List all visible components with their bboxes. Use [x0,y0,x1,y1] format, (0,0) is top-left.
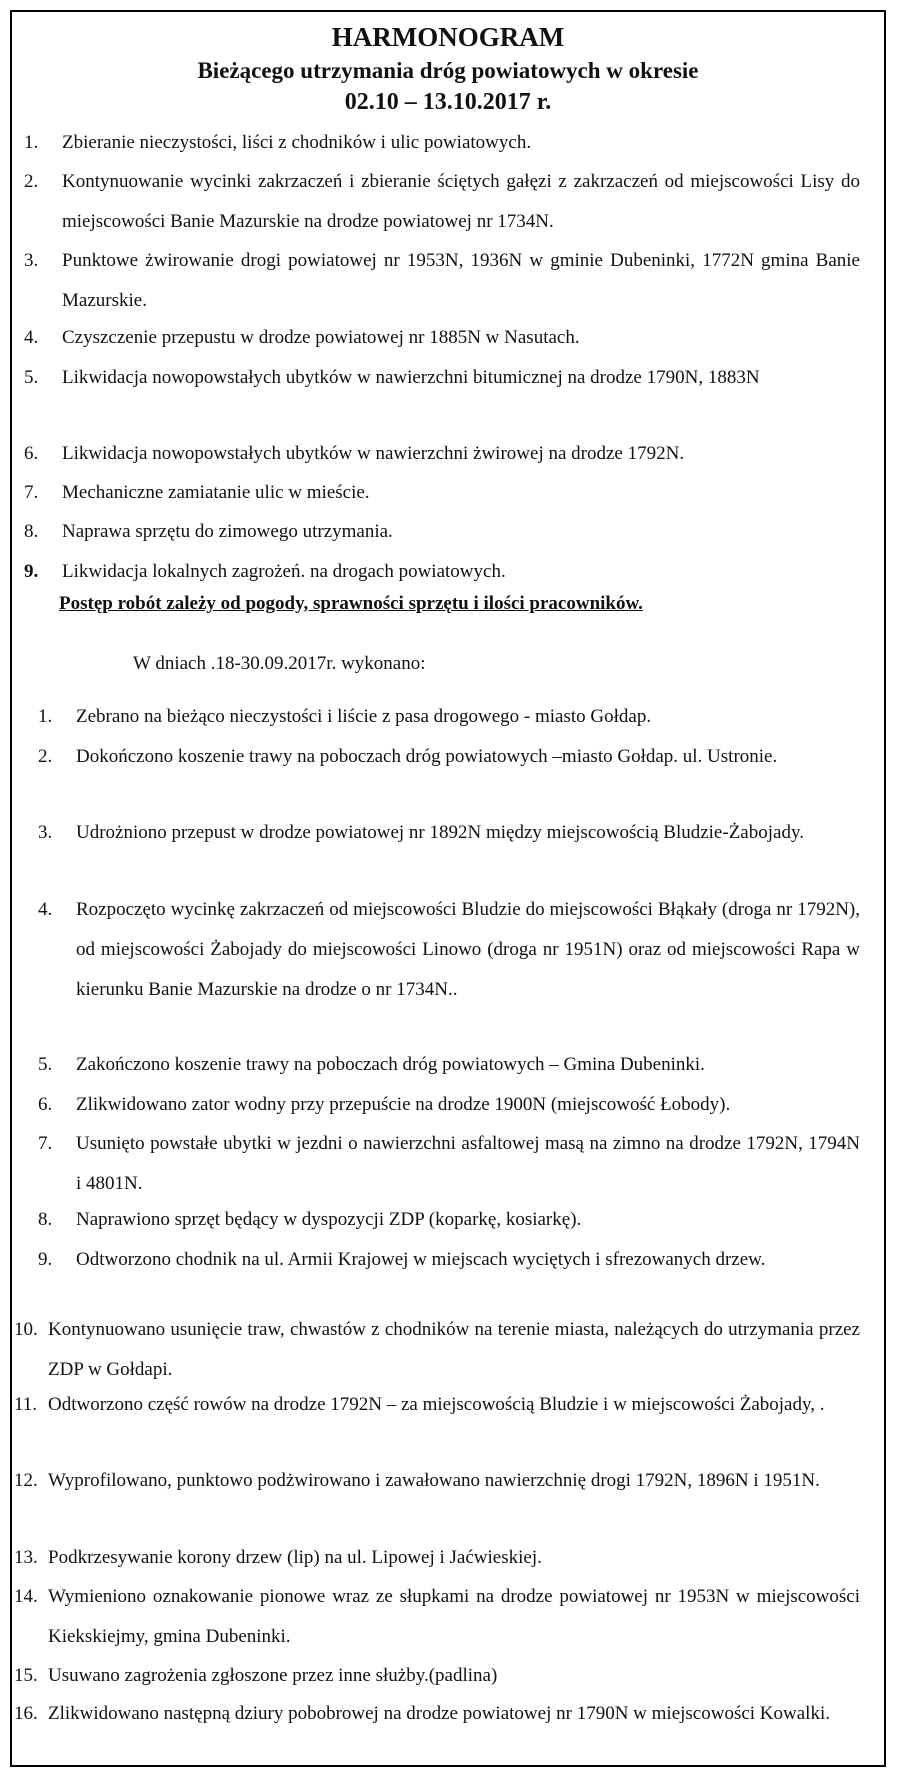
item-number: 5. [38,1054,53,1075]
done-intro: W dniach .18-30.09.2017r. wykonano: [133,653,426,674]
item-number: 16. [14,1703,38,1724]
item-number: 7. [38,1133,53,1154]
item-number: 13. [14,1547,38,1568]
list-item [24,123,860,163]
item-number: 15. [14,1665,38,1686]
list-item [38,1200,860,1240]
list-item [24,318,860,358]
list-item [38,813,860,853]
list-item [14,1310,860,1390]
list-item [14,1385,860,1425]
list-item [14,1694,860,1734]
list-item [24,434,860,474]
list-item [24,241,860,321]
list-item [14,1461,860,1501]
item-number: 8. [38,1209,53,1230]
item-text: Podkrzesywanie korony drzew (lip) na ul. Lipowej i Jaćwieskiej. [48,1547,542,1568]
item-text: Kontynuowano usunięcie traw, chwastów z chodników na terenie miasta, należących do utrzymania przez ZDP w Gołdapi. [48,1319,860,1380]
item-text: Mechaniczne zamiatanie ulic w mieście. [62,482,370,503]
document-period: 02.10 – 13.10.2017 r. [344,89,552,115]
item-number: 2. [38,746,53,767]
item-number: 3. [24,250,39,271]
item-number: 5. [24,367,39,388]
item-number: 6. [38,1094,53,1115]
item-number: 11. [14,1394,38,1415]
item-number: 2. [24,171,39,192]
item-text: Wyprofilowano, punktowo podżwirowano i zawałowano nawierzchnię drogi 1792N, 1896N i 1951N. [48,1470,820,1491]
item-text: Naprawiono sprzęt będący w dyspozycji ZDP (koparkę, kosiarkę). [76,1209,582,1230]
list-item [24,552,860,592]
document-title: HARMONOGRAM [331,22,565,52]
item-number: 12. [14,1470,38,1491]
item-text: Czyszczenie przepustu w drodze powiatowej nr 1885N w Nasutach. [62,327,580,348]
list-item [38,1240,860,1280]
item-number: 7. [24,482,39,503]
item-text: Naprawa sprzętu do zimowego utrzymania. [62,521,393,542]
item-number: 9. [24,561,39,582]
document-page [10,10,886,1767]
item-number: 9. [38,1249,53,1270]
list-item [38,697,860,737]
list-item [38,890,860,1010]
item-number: 8. [24,521,39,542]
list-item [38,1085,860,1125]
item-text: Odtworzono chodnik na ul. Armii Krajowej w miejscach wyciętych i sfrezowanych drzew. [76,1249,766,1270]
item-number: 10. [14,1319,38,1340]
list-item [38,1045,860,1085]
item-text: Likwidacja nowopowstałych ubytków w nawierzchni żwirowej na drodze 1792N. [62,443,685,464]
item-text: Likwidacja nowopowstałych ubytków w nawierzchni bitumicznej na drodze 1790N, 1883N [62,367,760,388]
item-number: 1. [24,132,39,153]
item-text: Wymieniono oznakowanie pionowe wraz ze słupkami na drodze powiatowej nr 1953N w miejscowości Kiekskiejmy, gmina Dubeninki. [48,1586,860,1647]
item-number: 3. [38,822,53,843]
item-text: Udrożniono przepust w drodze powiatowej nr 1892N między miejscowością Bludzie-Żabojady. [76,822,804,843]
item-number: 4. [38,899,53,920]
list-item [24,162,860,242]
item-text: Usunięto powstałe ubytki w jezdni o nawierzchni asfaltowej masą na zimno na drodze 1792N, 1794N i 4801N. [76,1133,860,1194]
progress-note: Postęp robót zależy od pogody, sprawności sprzętu i ilości pracowników. [59,593,643,614]
item-text: Zbieranie nieczystości, liści z chodników i ulic powiatowych. [62,132,532,153]
list-item [24,358,860,398]
item-number: 1. [38,706,53,727]
item-text: Zlikwidowano zator wodny przy przepuście na drodze 1900N (miejscowość Łobody). [76,1094,731,1115]
list-item [14,1538,860,1578]
item-number: 14. [14,1586,38,1607]
item-text: Punktowe żwirowanie drogi powiatowej nr 1953N, 1936N w gminie Dubeninki, 1772N gmina Banie Mazurskie. [62,250,860,311]
list-item [14,1577,860,1657]
item-text: Kontynuowanie wycinki zakrzaczeń i zbieranie ściętych gałęzi z zakrzaczeń od miejscowości Lisy do miejscowości Banie Mazurskie na drodze powiatowej nr 1734N. [62,171,860,232]
item-text: Usuwano zagrożenia zgłoszone przez inne służby.(padlina) [48,1665,498,1686]
item-number: 6. [24,443,39,464]
list-item [24,512,860,552]
item-number: 4. [24,327,39,348]
document-subtitle: Bieżącego utrzymania dróg powiatowych w okresie [197,58,699,83]
item-text: Zlikwidowano następną dziury pobobrowej na drodze powiatowej nr 1790N w miejscowości Kowalki. [48,1703,830,1724]
list-item [14,1656,860,1696]
item-text: Likwidacja lokalnych zagrożeń. na drogach powiatowych. [62,561,506,582]
item-text: Zebrano na bieżąco nieczystości i liście z pasa drogowego - miasto Gołdap. [76,706,652,727]
list-item [38,737,860,777]
list-item [24,473,860,513]
list-item [38,1124,860,1204]
item-text: Odtworzono część rowów na drodze 1792N – za miejscowością Bludzie i w miejscowości Żabojady, . [48,1394,825,1415]
item-text: Zakończono koszenie trawy na poboczach dróg powiatowych – Gmina Dubeninki. [76,1054,705,1075]
item-text: Rozpoczęto wycinkę zakrzaczeń od miejscowości Bludzie do miejscowości Błąkały (droga nr 1792N), od miejscowości Żabojady do miejscowości Linowo (droga nr 1951N) oraz od miejscowości Rapa w kierunku Banie Mazurskie na drodze o nr 1734N.. [76,899,860,1000]
item-text: Dokończono koszenie trawy na poboczach dróg powiatowych –miasto Gołdap. ul. Ustronie. [76,746,778,767]
